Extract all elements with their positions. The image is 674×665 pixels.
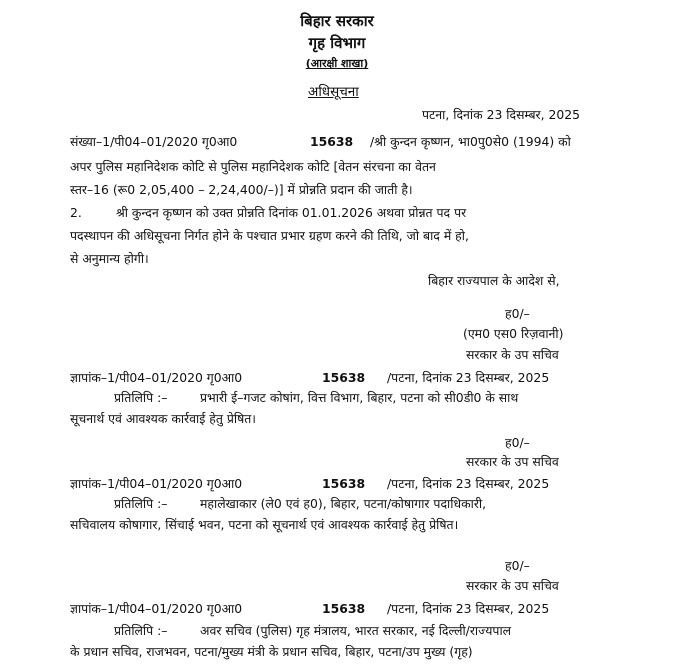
notification-ref-rest: /श्री कुन्दन कृष्णन, भा0पु0से0 (1994) को bbox=[370, 134, 571, 149]
para2-line2: पदस्थापन की अधिसूचना निर्गत होने के पश्चात प्रभार ग्रहण करने की तिथि, जो बाद में हो, bbox=[70, 228, 469, 243]
memo2-designation: सरकार के उप सचिव bbox=[466, 578, 559, 593]
notification-ref: संख्या–1/पी04–01/2020 गृ0आ0 bbox=[70, 134, 238, 149]
memo3-label: प्रतिलिपि :– bbox=[114, 623, 168, 638]
memo1-line1: प्रभारी ई–गजट कोषांग, वित्त विभाग, बिहार, पटना को सी0डी0 के साथ bbox=[200, 390, 519, 405]
memo3-ref: ज्ञापांक–1/पी04–01/2020 गृ0आ0 bbox=[70, 601, 243, 616]
memo2-line1: महालेखाकार (ले0 एवं ह0), बिहार, पटना/कोषागार पदाधिकारी, bbox=[200, 496, 487, 511]
para2-line1: श्री कुन्दन कृष्णन को उक्त प्रोन्नति दिनांक 01.01.2026 अथवा प्रोन्नत पद पर bbox=[116, 205, 467, 220]
memo1-line2: सूचनार्थ एवं आवश्यक कार्रवाई हेतु प्रेषित। bbox=[70, 411, 256, 426]
memo3-line2: के प्रधान सचिव, राजभवन, पटना/मुख्य मंत्री के प्रधान सचिव, बिहार, पटना/उप मुख्य (गृह) bbox=[70, 644, 473, 659]
notification-title: अधिसूचना bbox=[308, 84, 359, 100]
para1-line3: स्तर–16 (रू0 2,05,400 – 2,24,400/–)] में प्रोन्नति प्रदान की जाती है। bbox=[70, 182, 413, 197]
memo2-ref-number: 15638 bbox=[322, 476, 366, 491]
memo3-line1: अवर सचिव (पुलिस) गृह मंत्रालय, भारत सरकार, नई दिल्ली/राज्यपाल bbox=[200, 623, 512, 638]
govt-heading: बिहार सरकार bbox=[300, 12, 374, 30]
memo1-label: प्रतिलिपि :– bbox=[114, 390, 168, 405]
notification-date: पटना, दिनांक 23 दिसम्बर, 2025 bbox=[422, 107, 581, 122]
para1-line2: अपर पुलिस महानिदेशक कोटि से पुलिस महानिदेशक कोटि [वेतन संरचना का वेतन bbox=[70, 159, 436, 174]
notification-ref-number: 15638 bbox=[310, 134, 354, 149]
memo2-signature: ह0/– bbox=[505, 558, 530, 573]
memo2-date: /पटना, दिनांक 23 दिसम्बर, 2025 bbox=[387, 476, 550, 491]
memo2-line2: सचिवालय कोषागार, सिंचाई भवन, पटना को सूचनार्थ एवं आवश्यक कार्रवाई हेतु प्रेषित। bbox=[70, 517, 459, 532]
memo1-signature: ह0/– bbox=[505, 435, 530, 450]
branch-heading: (आरक्षी शाखा) bbox=[305, 57, 369, 70]
memo1-designation: सरकार के उप सचिव bbox=[466, 454, 559, 469]
memo1-date: /पटना, दिनांक 23 दिसम्बर, 2025 bbox=[387, 370, 550, 385]
order-line: बिहार राज्यपाल के आदेश से, bbox=[428, 273, 560, 288]
signatory-name: (एम0 एस0 रिज़वानी) bbox=[463, 326, 564, 341]
memo3-date: /पटना, दिनांक 23 दिसम्बर, 2025 bbox=[387, 601, 550, 616]
memo1-ref-number: 15638 bbox=[322, 370, 366, 385]
memo1-ref: ज्ञापांक–1/पी04–01/2020 गृ0आ0 bbox=[70, 370, 243, 385]
para2-line3: से अनुमान्य होगी। bbox=[70, 251, 149, 266]
department-heading: गृह विभाग bbox=[308, 34, 366, 52]
memo2-label: प्रतिलिपि :– bbox=[114, 496, 168, 511]
memo2-ref: ज्ञापांक–1/पी04–01/2020 गृ0आ0 bbox=[70, 476, 243, 491]
para2-number: 2. bbox=[70, 205, 82, 220]
signature-mark: ह0/– bbox=[505, 306, 530, 321]
memo3-ref-number: 15638 bbox=[322, 601, 366, 616]
signatory-designation: सरकार के उप सचिव bbox=[466, 347, 559, 362]
